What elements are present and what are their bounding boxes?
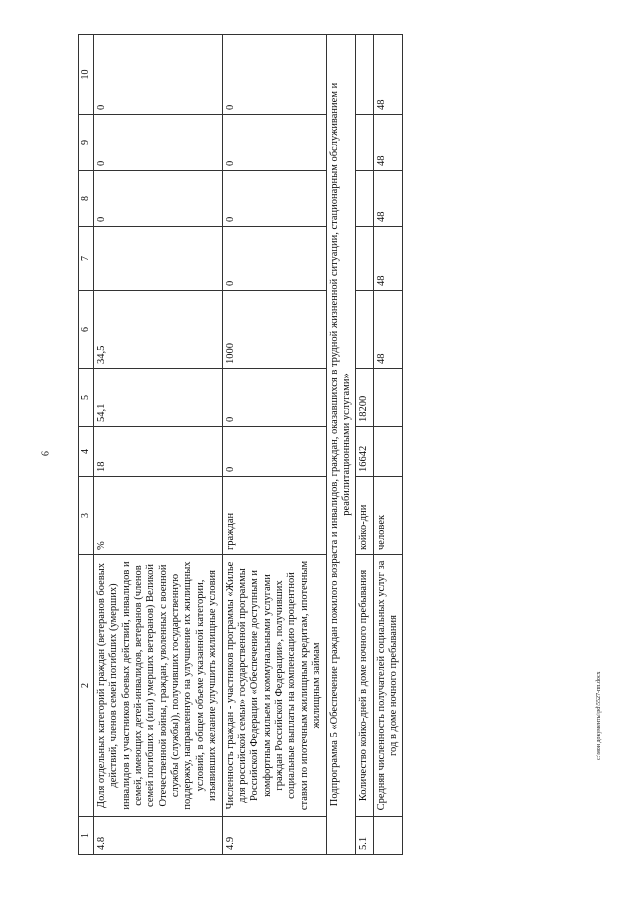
value: 0 [93,171,222,227]
row-number [373,817,403,855]
value: 0 [222,171,326,227]
subprogram-title: Подпрограмма 5 «Обеспечение граждан пожилого возраста и инвалидов, граждан, оказавшихся в трудной жизненной ситуации, стационарным обслуживанием и реабилитационными услугами» [326,35,356,855]
unit: человек [373,477,403,555]
page-number: 9 [38,451,50,456]
indicator-name: Численность граждан - участников программы «Жилье для российской семьи» государственной программы Российской Федерации «Обеспечение доступным и комфортным жильем и коммунальными услугами граждан Российской Федерации», получивших социальные выплаты на компенсацию процентной ставки по ипотечным жилищным кредитам, ипотечным жилищным займам [222,555,326,817]
header-cell: 1 [79,817,94,855]
subprogram-row [326,35,356,855]
unit: койко-дни [356,477,373,555]
value [356,227,373,291]
value: 0 [222,115,326,171]
value: 18 [93,427,222,477]
header-cell: 8 [79,171,94,227]
indicator-name: Доля отдельных категорий граждан (ветеранов боевых действий, членов семей погибших (умерших) инвалидов и участников боевых действий, инвалидов и семей, имеющих детей-инвалидов, ветеранов (членов семей погибших и (или) умерших ветеранов) Великой Отечественной войны, граждан, уволенных с военной службы (службы)), получивших государственную поддержку, направленную на улучшение их жилищных условий, в общем объеме указанной категории, изъявивших желание улучшить жилищные условия [93,555,222,817]
indicator-name: Средняя численность получателей социальных услуг за год в доме ночного пребывания [373,555,403,817]
value [356,171,373,227]
value: 48 [373,115,403,171]
value: 16642 [356,427,373,477]
table-row [93,35,222,855]
value: 48 [373,291,403,369]
header-cell: 2 [79,555,94,817]
value: 0 [222,227,326,291]
header-cell: 9 [79,115,94,171]
value: 1000 [222,291,326,369]
value [356,291,373,369]
unit: граждан [222,477,326,555]
unit: % [93,477,222,555]
value [93,227,222,291]
header-cell: 6 [79,291,94,369]
value: 0 [222,427,326,477]
table-row [356,35,373,855]
value: 48 [373,171,403,227]
row-number: 4.9 [222,817,326,855]
indicator-name: Количество койко-дней в доме ночного пребывания [356,555,373,817]
header-cell: 7 [79,227,94,291]
value: 54,1 [93,369,222,427]
header-cell: 5 [79,369,94,427]
footer-file-path: c:\мои документы\pd\5527-пп.docx [596,671,602,760]
value [373,369,403,427]
value: 0 [222,369,326,427]
table-row [373,35,403,855]
header-cell: 3 [79,477,94,555]
row-number: 5.1 [356,817,373,855]
value: 48 [373,227,403,291]
value: 0 [93,115,222,171]
value: 48 [373,35,403,115]
value [356,115,373,171]
header-row [79,35,94,855]
value: 0 [93,35,222,115]
header-cell: 4 [79,427,94,477]
header-cell: 10 [79,35,94,115]
row-number: 4.8 [93,817,222,855]
value [356,35,373,115]
value [373,427,403,477]
value: 34,5 [93,291,222,369]
indicators-table-rotated [78,35,618,855]
table-row [222,35,326,855]
value: 0 [222,35,326,115]
indicators-table [78,34,403,855]
value: 18200 [356,369,373,427]
